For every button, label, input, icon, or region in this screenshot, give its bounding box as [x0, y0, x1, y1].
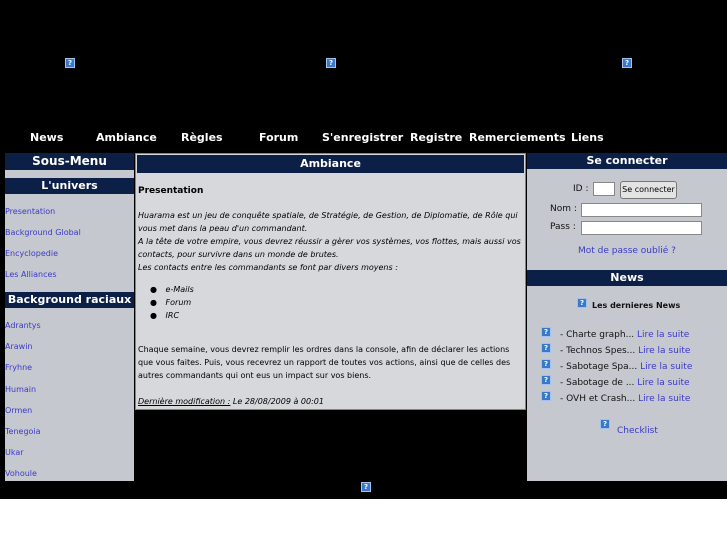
- nav-registre[interactable]: Registre: [410, 131, 463, 144]
- broken-image-icon: ?: [541, 327, 551, 337]
- content-panel: [135, 153, 526, 410]
- news-item: - Sabotage de ... Lire la suite: [560, 378, 690, 388]
- forgot-password-link[interactable]: Mot de passe oublié ?: [578, 246, 676, 256]
- closing-paragraph: Chaque semaine, vous devrez remplir les ordres dans la console, afin de déclarer les actions que vous faites. Puis, vous recevrez un rapport de toutes vos actions, ainsi que de celles des autres commandants qui ont eus un impact sur vos biens.: [138, 345, 511, 380]
- sidebar-item-vohoule[interactable]: Vohoule: [5, 469, 37, 478]
- broken-image-icon: ?: [622, 58, 632, 68]
- left-sidebar: [5, 153, 134, 481]
- read-more-link[interactable]: Lire la suite: [637, 330, 690, 340]
- sidebar-item-adrantys[interactable]: Adrantys: [5, 321, 41, 330]
- news-title: News: [527, 270, 727, 286]
- contacts-paragraph: Les contacts entre les commandants se font par divers moyens :: [138, 263, 398, 272]
- checklist-link[interactable]: Checklist: [617, 426, 658, 436]
- news-item: - Technos Spes... Lire la suite: [560, 346, 691, 356]
- nav-register[interactable]: S'enregistrer: [322, 131, 404, 144]
- main-nav: [0, 131, 727, 147]
- sidebar-item-tenegoia[interactable]: Tenegoia: [5, 427, 41, 436]
- broken-image-icon: ?: [577, 298, 587, 308]
- broken-image-icon: ?: [600, 419, 610, 429]
- right-sidebar: [527, 153, 727, 481]
- broken-image-icon: ?: [65, 58, 75, 68]
- broken-image-icon: ?: [541, 375, 551, 385]
- read-more-link[interactable]: Lire la suite: [638, 346, 691, 356]
- broken-image-icon: ?: [361, 482, 371, 492]
- nav-regles[interactable]: Règles: [181, 131, 223, 144]
- empire-paragraph: A la tête de votre empire, vous devrez réussir a gèrer vos systèmes, vos flottes, mais aussi vos contacts, pour survivre dans un monde de brutes.: [138, 237, 521, 259]
- news-item: - OVH et Crash... Lire la suite: [560, 394, 691, 404]
- last-modified: Dernière modification : Le 28/08/2009 à 00:01: [138, 397, 324, 406]
- sidebar-item-alliances[interactable]: Les Alliances: [5, 270, 57, 279]
- broken-image-icon: ?: [541, 343, 551, 353]
- broken-image-icon: ?: [541, 359, 551, 369]
- login-title: Se connecter: [527, 153, 727, 169]
- intro-paragraph: Huarama est un jeu de conquête spatiale, de Stratégie, de Gestion, de Diplomatie, de Rôle qui vous met dans la peau d'un commandant.: [138, 211, 518, 233]
- news-subtitle: Les dernieres News: [592, 301, 681, 310]
- page-title: Ambiance: [137, 155, 524, 173]
- id-label: ID :: [573, 184, 589, 194]
- broken-image-icon: ?: [541, 391, 551, 401]
- news-item: - Sabotage Spa... Lire la suite: [560, 362, 693, 372]
- broken-image-icon: ?: [326, 58, 336, 68]
- sidebar-item-ormen[interactable]: Ormen: [5, 406, 33, 415]
- read-more-link[interactable]: Lire la suite: [640, 362, 693, 372]
- list-item: ● IRC: [150, 311, 180, 320]
- sidebar-item-arawin[interactable]: Arawin: [5, 342, 33, 351]
- nav-ambiance[interactable]: Ambiance: [96, 131, 157, 144]
- id-field[interactable]: [593, 182, 615, 196]
- sidebar-item-encyclopedie[interactable]: Encyclopedie: [5, 249, 58, 258]
- news-item: - Charte graph... Lire la suite: [560, 330, 690, 340]
- nav-forum[interactable]: Forum: [259, 131, 299, 144]
- username-field[interactable]: [581, 203, 702, 217]
- read-more-link[interactable]: Lire la suite: [638, 394, 691, 404]
- nav-remerciements[interactable]: Remerciements: [469, 131, 566, 144]
- nav-news[interactable]: News: [30, 131, 64, 144]
- section-heading: Presentation: [138, 186, 204, 196]
- sidebar-item-fryhne[interactable]: Fryhne: [5, 363, 33, 372]
- login-button[interactable]: Se connecter: [620, 181, 677, 199]
- sidebar-item-background-global[interactable]: Background Global: [5, 228, 81, 237]
- nom-label: Nom :: [550, 204, 577, 214]
- read-more-link[interactable]: Lire la suite: [637, 378, 690, 388]
- sidebar-item-presentation[interactable]: Presentation: [5, 207, 56, 216]
- list-item: ● Forum: [150, 298, 192, 307]
- password-field[interactable]: [581, 221, 702, 235]
- sidebar-item-ukar[interactable]: Ukar: [5, 448, 24, 457]
- sidebar-item-humain[interactable]: Humain: [5, 385, 37, 394]
- univers-title: L'univers: [5, 178, 134, 194]
- pass-label: Pass :: [550, 222, 576, 232]
- nav-liens[interactable]: Liens: [571, 131, 604, 144]
- submenu-title: Sous-Menu: [5, 153, 134, 170]
- list-item: ● e-Mails: [150, 285, 194, 294]
- raciaux-title: Background raciaux: [5, 292, 134, 308]
